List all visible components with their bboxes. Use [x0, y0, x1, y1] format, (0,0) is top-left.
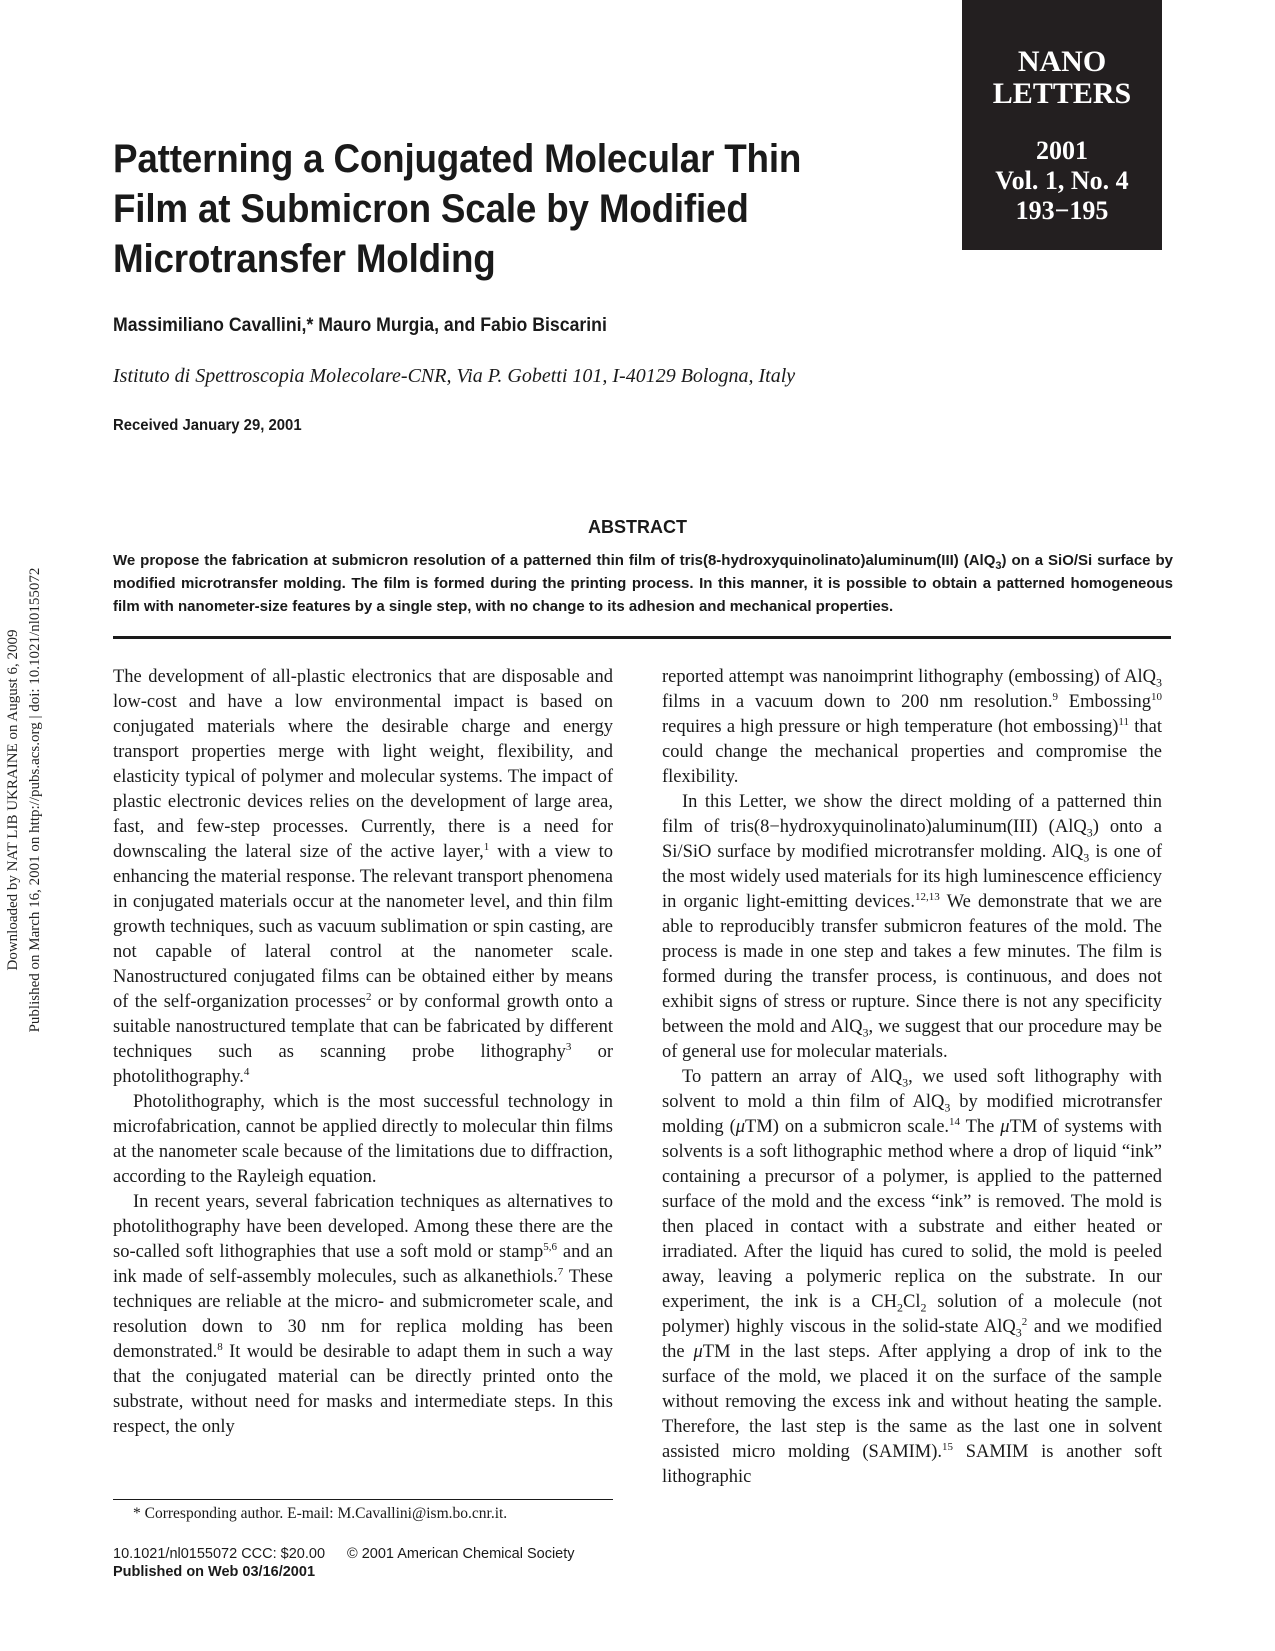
right-column: [662, 665, 1162, 1490]
title-line2: Film at Submicron Scale by Modified: [113, 187, 749, 231]
right-paragraph-1: reported attempt was nanoimprint lithography (embossing) of AlQ$_3$ films in a vacuum down to 200 nm resolution.$^9$ Embossing$^{10}$ requires a high pressure or high temperature (hot embossing)$^{11}$ that could change the mechanical properties and compromise the flexibility.: [662, 667, 1163, 787]
right-paragraph-2: In this Letter, we show the direct molding of a patterned thin film of tris(8−hydroxyquinolinato)aluminum(III) (AlQ$_3$) onto a Si/SiO surface by modified microtransfer molding. AlQ$_3$ is one of the most widely used materials for its high luminescence efficiency in organic light-emitting devices.$^{12,13}$ We demonstrate that we are able to reproducibly transfer submicron features of the mold. The process is made in one step and takes a few minutes. The film is formed during the transfer process, is continuous, and does not exhibit signs of stress or rupture. Since there is not any specificity between the mold and AlQ$_3$, we suggest that our procedure may be of general use for molecular materials.: [662, 792, 1162, 1062]
right-paragraph-3: To pattern an array of AlQ$_3$, we used soft lithography with solvent to mold a thin film of AlQ$_3$ by modified microtransfer molding (μTM) on a submicron scale.$^{14}$ The μTM of systems with solvents is a soft lithographic method where a drop of liquid “ink” containing a precursor of a polymer, is applied to the patterned surface of the mold and the excess “ink” is removed. The mold is then placed in contact with a substrate and either heated or irradiated. After the liquid has cured to solid, the mold is peeled away, leaving a polymeric replica on the substrate. In our experiment, the ink is a $CH_2Cl_2$ solution of a molecule (not polymer) highly viscous in the solid-state AlQ$_3^2$ and we modified the μTM in the last steps. After applying a drop of ink to the surface of the mold, we placed it on the surface of the sample without removing the excess ink and without heating the sample. Therefore, the last step is the same as the last one in solvent assisted micro molding (SAMIM).$^{15}$ SAMIM is another soft lithographic: [662, 1067, 1163, 1487]
paper-title: [113, 134, 849, 284]
left-column: [113, 665, 613, 1440]
left-paragraph-1: The development of all-plastic electronics that are disposable and low-cost and have a low environmental impact is based on conjugated materials where the desirable charge and energy transport properties merge with light weight, flexibility, and elasticity typical of polymer and molecular systems. The impact of plastic electronic devices relies on the development of large area, fast, and few-step processes. Currently, there is a need for downscaling the lateral size of the active layer,$^1$ with a view to enhancing the material response. The relevant transport phenomena in conjugated materials occur at the nanometer level, and thin film growth techniques, such as vacuum sublimation or spin casting, are not capable of lateral control at the nanometer scale. Nanostructured conjugated films can be obtained either by means of the self-organization processes$^2$ or by conformal growth onto a suitable nanostructured template that can be fabricated by different techniques such as scanning probe lithography$^3$ or photolithography.$^4$: [113, 667, 614, 1087]
left-paragraph-3: In recent years, several fabrication techniques as alternatives to photolithography have been developed. Among these there are the so-called soft lithographies that use a soft mold or stamp$^{5,6}$ and an ink made of self-assembly molecules, such as alkanethiols.$^7$ These techniques are reliable at the micro- and submicrometer scale, and resolution down to 30 nm for replica molding has been demonstrated.$^8$ It would be desirable to adapt them in such a way that the conjugated material can be directly printed onto the substrate, without need for masks and intermediate steps. In this respect, the only: [113, 1192, 613, 1437]
footnote-divider: [113, 1499, 613, 1500]
abstract-part2: ) on a SiO/Si surface by modified microtransfer molding. The film is formed during the printing process. In this manner, it is possible to obtain a patterned homogeneous film with nanometer-size features by a single step, with no change to its adhesion and mechanical properties.: [113, 552, 1173, 615]
side-note-line1: Downloaded by NAT LIB UKRAINE on August 6, 2009: [5, 629, 21, 971]
side-note-line2: Published on March 16, 2001 on http://pubs.acs.org | doi: 10.1021/nl0155072: [27, 567, 43, 1033]
abstract-sub: 3: [995, 560, 1002, 572]
left-paragraph-2: Photolithography, which is the most successful technology in microfabrication, cannot be applied directly to molecular thin films at the nanometer scale because of the limitations due to diffraction, according to the Rayleigh equation.: [113, 1092, 613, 1187]
authors: Massimiliano Cavallini,* Mauro Murgia, and Fabio Biscarini: [113, 315, 607, 336]
abstract-heading: ABSTRACT: [588, 517, 687, 537]
abstract-divider: [113, 636, 1171, 639]
doi-line: [113, 1546, 575, 1562]
journal-volume: Vol. 1, No. 4: [995, 166, 1129, 195]
download-side-note: [2, 520, 62, 1080]
journal-year: 2001: [1036, 136, 1088, 165]
journal-name-line2: LETTERS: [992, 77, 1132, 110]
abstract-body: [113, 549, 1173, 618]
copyright-text: © 2001 American Chemical Society: [347, 1546, 575, 1562]
journal-pages: 193−195: [1015, 196, 1109, 225]
title-line1: Patterning a Conjugated Molecular Thin: [113, 137, 802, 181]
title-line3: Microtransfer Molding: [113, 237, 496, 281]
affiliation: Istituto di Spettroscopia Molecolare-CNR, Via P. Gobetti 101, I-40129 Bologna, Italy: [113, 365, 796, 387]
doi-text: 10.1021/nl0155072 CCC: $20.00: [113, 1546, 326, 1562]
received-date: Received January 29, 2001: [113, 417, 302, 434]
journal-badge: [962, 0, 1162, 250]
corresponding-author-footnote: * Corresponding author. E-mail: M.Cavallini@ism.bo.cnr.it.: [133, 1505, 508, 1522]
abstract-part1: We propose the fabrication at submicron resolution of a patterned thin film of tris(8-hydroxyquinolinato)aluminum(III) (AlQ: [113, 552, 996, 569]
published-on-web: Published on Web 03/16/2001: [113, 1564, 316, 1580]
journal-name-line1: NANO: [1017, 45, 1107, 78]
